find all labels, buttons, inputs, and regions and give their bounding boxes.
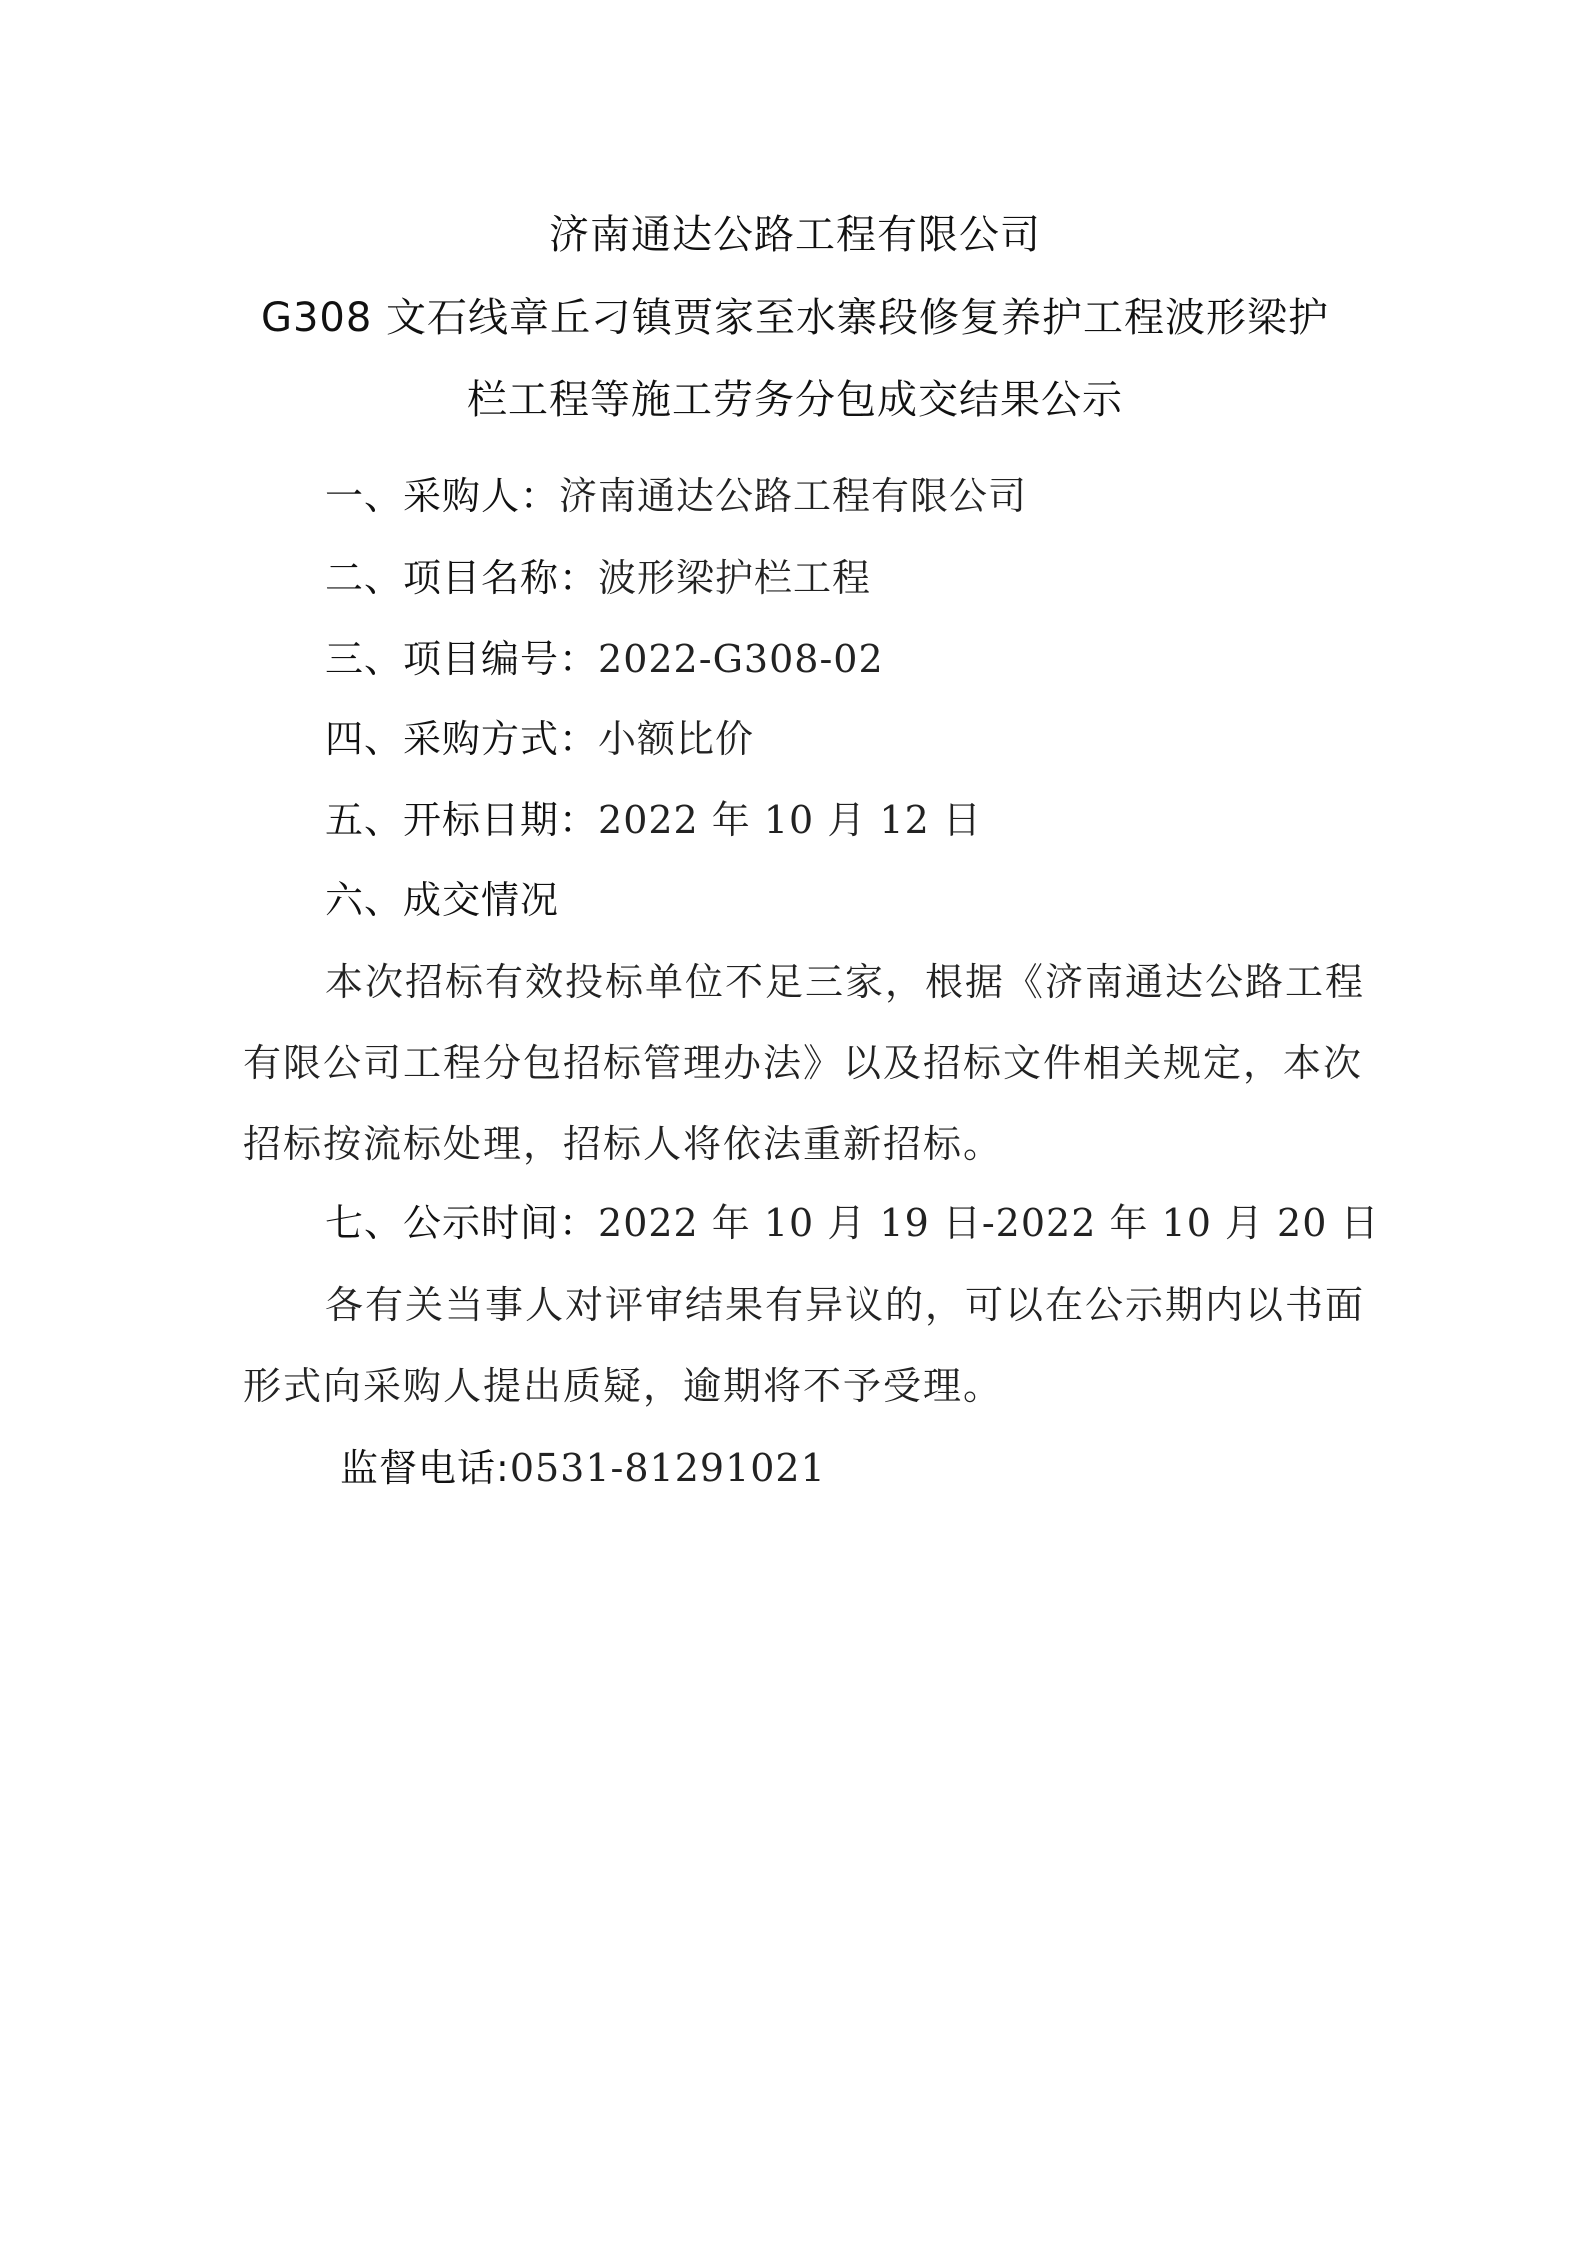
deal-paragraph-line: 招标按流标处理，招标人将依法重新招标。 bbox=[243, 1122, 1004, 1166]
deal-paragraph-line: 本次招标有效投标单位不足三家，根据《济南通达公路工程 bbox=[325, 960, 1366, 1004]
document-title-project: G308 文石线章丘刁镇贾家至水寨段修复养护工程波形梁护 bbox=[260, 295, 1330, 341]
objection-paragraph-line: 各有关当事人对评审结果有异议的，可以在公示期内以书面 bbox=[325, 1283, 1366, 1327]
supervision-phone-label: 监督电话: bbox=[340, 1446, 510, 1490]
bid-opening-date-value: 2022 年 10 月 12 日 bbox=[598, 798, 982, 842]
document-title-company: 济南通达公路工程有限公司 bbox=[549, 212, 1041, 258]
project-number-label: 三、项目编号： bbox=[325, 637, 599, 681]
purchaser-value: 济南通达公路工程有限公司 bbox=[559, 474, 1028, 518]
objection-paragraph bbox=[243, 1265, 1366, 1427]
document-title-subject: 栏工程等施工劳务分包成交结果公示 bbox=[467, 377, 1123, 423]
deal-status-row bbox=[325, 875, 559, 925]
deal-status-paragraph bbox=[243, 942, 1366, 1185]
objection-paragraph-line: 形式向采购人提出质疑，逾期将不予受理。 bbox=[243, 1364, 1004, 1408]
procurement-method-row bbox=[325, 714, 754, 764]
deal-paragraph-line: 有限公司工程分包招标管理办法》以及招标文件相关规定，本次 bbox=[243, 1041, 1364, 1085]
procurement-method-value: 小额比价 bbox=[598, 717, 755, 761]
procurement-method-label: 四、采购方式： bbox=[325, 717, 599, 761]
purchaser-label: 一、采购人： bbox=[325, 474, 560, 518]
project-name-label: 二、项目名称： bbox=[325, 556, 599, 600]
notice-time-row bbox=[325, 1198, 1379, 1248]
supervision-phone-value: 0531-81291021 bbox=[509, 1446, 826, 1490]
project-name-row bbox=[325, 553, 871, 603]
notice-time-label: 七、公示时间： bbox=[325, 1201, 599, 1245]
purchaser-row bbox=[325, 471, 1027, 521]
project-name-value: 波形梁护栏工程 bbox=[598, 556, 872, 600]
bid-opening-date-row bbox=[325, 795, 982, 845]
project-number-value: 2022-G308-02 bbox=[598, 637, 884, 681]
supervision-phone-row bbox=[340, 1443, 826, 1493]
notice-time-value: 2022 年 10 月 19 日-2022 年 10 月 20 日 bbox=[598, 1201, 1380, 1245]
deal-status-label: 六、成交情况 bbox=[325, 878, 560, 922]
project-number-row bbox=[325, 634, 884, 684]
bid-opening-date-label: 五、开标日期： bbox=[325, 798, 599, 842]
